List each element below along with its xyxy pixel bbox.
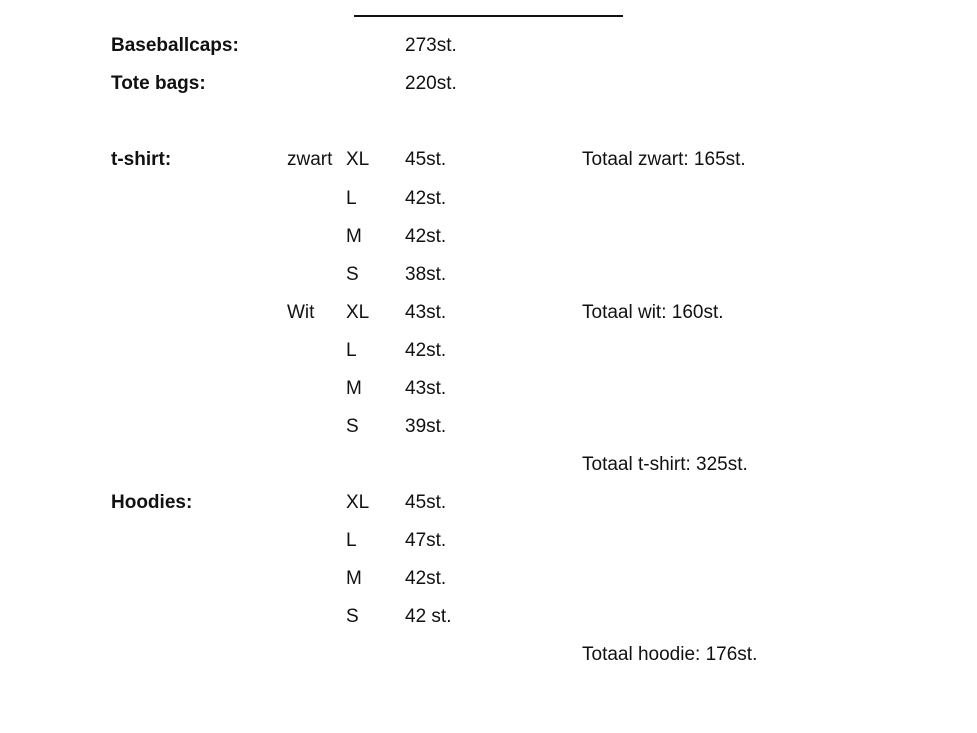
inventory-row (0, 491, 977, 515)
quantity-cell: 43st. (405, 302, 447, 323)
quantity-cell: 45st. (405, 149, 447, 170)
inventory-row (0, 301, 977, 325)
size-cell: XL (346, 492, 370, 513)
quantity-cell: 42 st. (405, 606, 452, 627)
size-cell: XL (346, 302, 370, 323)
quantity-cell: 42st. (405, 188, 447, 209)
size-cell: S (346, 264, 359, 285)
inventory-row (0, 34, 977, 58)
color-cell: Wit (287, 302, 315, 323)
item-label: t-shirt: (111, 149, 172, 170)
size-cell: S (346, 416, 359, 437)
size-cell: L (346, 188, 357, 209)
total-cell: Totaal hoodie: 176st. (582, 644, 758, 665)
quantity-cell: 43st. (405, 378, 447, 399)
size-cell: M (346, 378, 362, 399)
size-cell: L (346, 340, 357, 361)
inventory-row (0, 605, 977, 629)
size-cell: M (346, 568, 362, 589)
inventory-row (0, 415, 977, 439)
total-cell: Totaal t-shirt: 325st. (582, 454, 748, 475)
item-label: Baseballcaps: (111, 35, 239, 56)
header-underline (354, 15, 623, 17)
color-cell: zwart (287, 149, 333, 170)
size-cell: XL (346, 149, 370, 170)
inventory-row (0, 72, 977, 96)
size-cell: S (346, 606, 359, 627)
total-cell: Totaal wit: 160st. (582, 302, 724, 323)
item-label: Tote bags: (111, 73, 206, 94)
inventory-row (0, 377, 977, 401)
quantity-cell: 220st. (405, 73, 457, 94)
quantity-cell: 45st. (405, 492, 447, 513)
total-cell: Totaal zwart: 165st. (582, 149, 746, 170)
quantity-cell: 39st. (405, 416, 447, 437)
quantity-cell: 38st. (405, 264, 447, 285)
size-cell: M (346, 226, 362, 247)
inventory-row (0, 148, 977, 172)
item-label: Hoodies: (111, 492, 193, 513)
inventory-row (0, 567, 977, 591)
inventory-row (0, 225, 977, 249)
quantity-cell: 47st. (405, 530, 447, 551)
inventory-row (0, 453, 977, 477)
quantity-cell: 42st. (405, 340, 447, 361)
inventory-row (0, 529, 977, 553)
inventory-row (0, 339, 977, 363)
inventory-row (0, 643, 977, 667)
quantity-cell: 273st. (405, 35, 457, 56)
size-cell: L (346, 530, 357, 551)
inventory-row (0, 263, 977, 287)
quantity-cell: 42st. (405, 226, 447, 247)
inventory-row (0, 187, 977, 211)
quantity-cell: 42st. (405, 568, 447, 589)
